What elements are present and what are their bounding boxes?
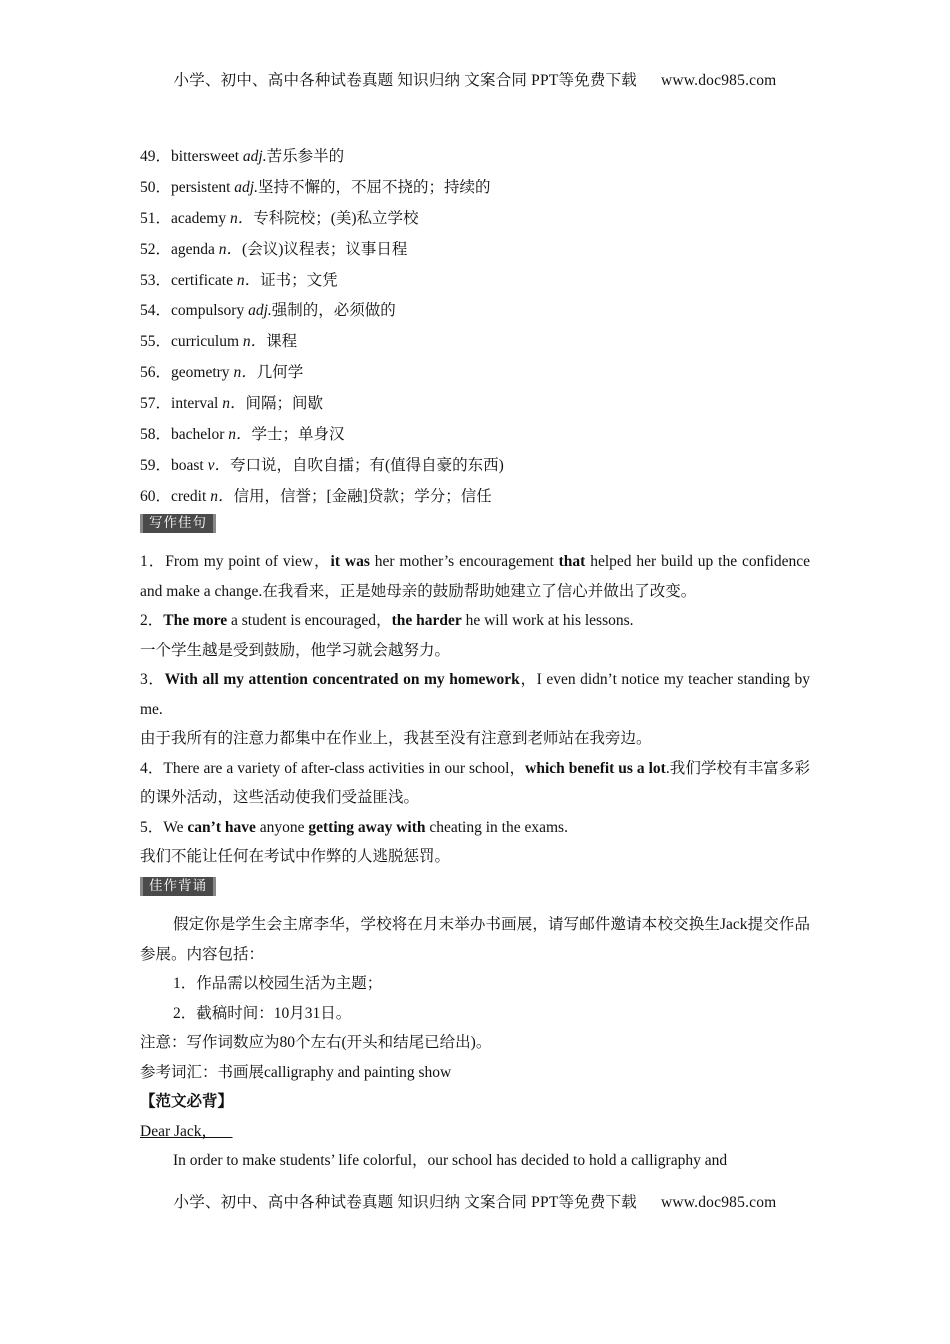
vocab-item: 59．boast v．夸口说，自吹自擂；有(值得自豪的东西) — [140, 456, 504, 474]
page-header — [0, 68, 950, 90]
header-text: 小学、初中、高中各种试卷真题 知识归纳 文案合同 PPT等免费下载 — [173, 72, 637, 89]
sentence-list — [140, 547, 810, 872]
sentence-2-translation: 一个学生越是受到鼓励，他学习就会越努力。 — [140, 641, 451, 659]
vocab-item: 57．interval n．间隔；间歇 — [140, 395, 324, 413]
vocab-item: 58．bachelor n．学士；单身汉 — [140, 426, 345, 444]
vocab-item: 49．bittersweet adj.苦乐参半的 — [140, 148, 345, 165]
footer-text: 小学、初中、高中各种试卷真题 知识归纳 文案合同 PPT等免费下载 — [173, 1194, 637, 1211]
vocab-item: 56．geometry n．几何学 — [140, 364, 304, 382]
section-label-model-essay: 佳作背诵 — [140, 877, 216, 896]
sentence-5: 5．We can’t have anyone getting away with cheating in the exams. — [140, 818, 568, 836]
vocab-list — [140, 142, 820, 513]
section-label-writing-sentences: 写作佳句 — [140, 514, 216, 533]
vocab-item: 54．compulsory adj.强制的，必须做的 — [140, 302, 396, 320]
sentence-3-translation: 由于我所有的注意力都集中在作业上，我甚至没有注意到老师站在我旁边。 — [140, 730, 652, 747]
page-footer — [0, 1190, 950, 1212]
vocab-item: 50．persistent adj.坚持不懈的，不屈不挠的；持续的 — [140, 178, 491, 196]
header-site: www.doc985.com — [660, 72, 777, 89]
vocab-item: 52．agenda n．(会议)议程表；议事日程 — [140, 240, 408, 258]
writing-task — [140, 910, 810, 1176]
model-paragraph-1: In order to make students’ life colorful，our school has decided to hold a calligraphy and — [173, 1152, 728, 1169]
task-intro: 假定你是学生会主席李华，学校将在月末举办书画展，请写邮件邀请本校交换生Jack提交作品参展。内容包括： — [140, 916, 810, 963]
sentence-1: 1．From my point of view，it was her mother’s encouragement that helped her build up the confidence and make a change.在我看来，正是她母亲的鼓励帮助她建立了信心并做出了改变。 — [140, 553, 810, 600]
task-item-1: 1．作品需以校园生活为主题； — [173, 975, 383, 992]
sentence-5-translation: 我们不能让任何在考试中作弊的人逃脱惩罚。 — [140, 848, 451, 865]
task-item-2: 2．截稿时间：10月31日。 — [173, 1004, 352, 1022]
task-vocab-ref: 参考词汇：书画展calligraphy and painting show — [140, 1063, 452, 1081]
task-note: 注意：写作词数应为80个左右(开头和结尾已给出)。 — [140, 1034, 492, 1051]
vocab-item: 55．curriculum n．课程 — [140, 333, 298, 351]
sentence-3: 3．With all my attention concentrated on my homework，I even didn’t notice my teacher standing by me. — [140, 671, 810, 718]
sentence-2: 2．The more a student is encouraged，the harder he will work at his lessons. — [140, 612, 634, 629]
vocab-item: 51．academy n．专科院校；(美)私立学校 — [140, 209, 419, 227]
vocab-item: 60．credit n．信用，信誉；[金融]贷款；学分；信任 — [140, 487, 492, 505]
model-heading: 【范文必背】 — [140, 1093, 234, 1110]
sentence-4: 4．There are a variety of after-class activities in our school，which benefit us a lot.我们学校有丰富多彩的课外活动，这些活动使我们受益匪浅。 — [140, 759, 810, 806]
vocab-item: 53．certificate n．证书；文凭 — [140, 271, 338, 289]
footer-site: www.doc985.com — [660, 1194, 777, 1211]
model-greeting: Dear Jack， — [140, 1122, 218, 1140]
